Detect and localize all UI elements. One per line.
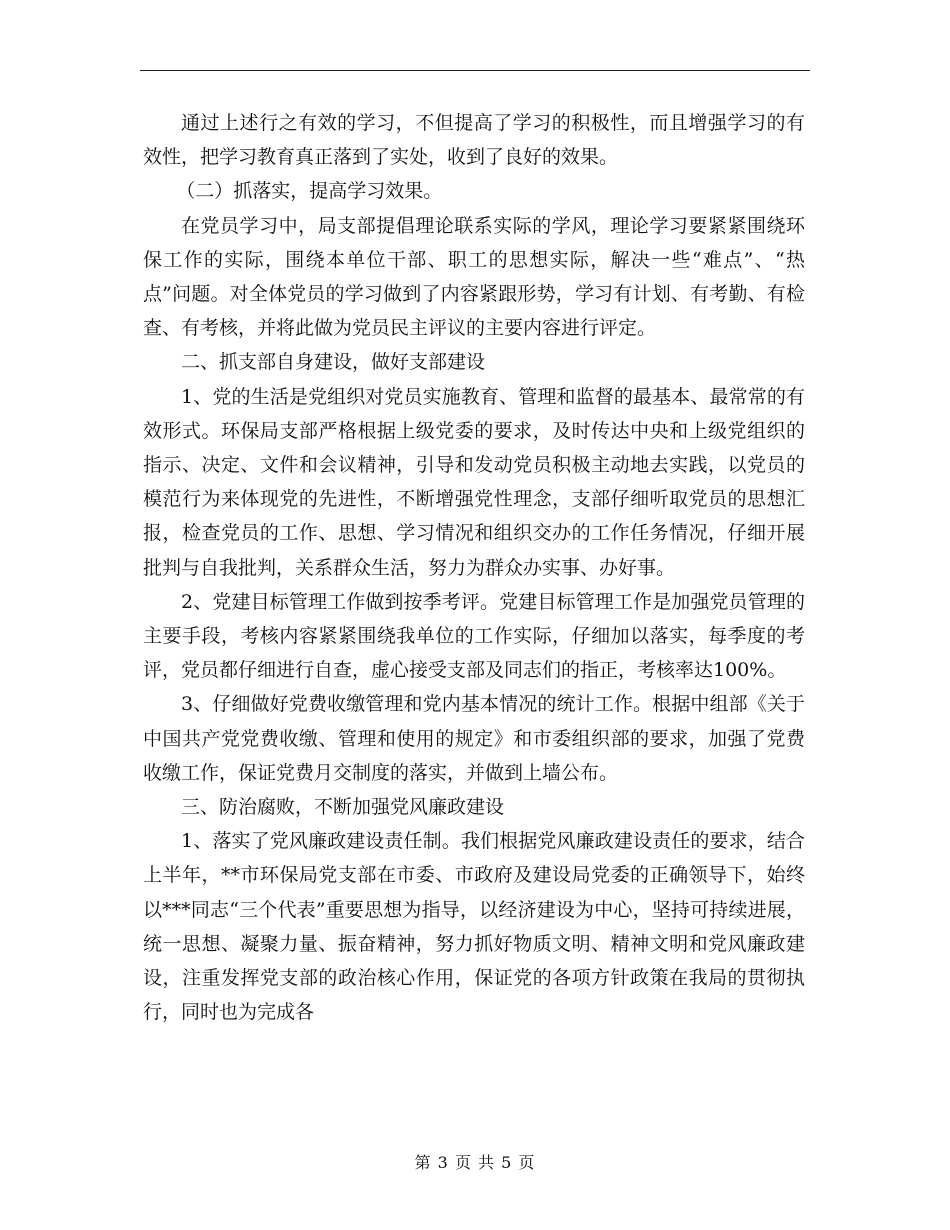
total-page-count: 5 [501, 1153, 513, 1172]
current-page-number: 3 [437, 1153, 449, 1172]
paragraph: 1、落实了党风廉政建设责任制。我们根据党风廉政建设责任的要求，结合上半年，**市环保局党支部在市委、市政府及建设局党委的正确领导下，始终以***同志“三个代表”重要思想为指导，以经济建设为中心，坚持可持续进展，统一思想、凝聚力量、振奋精神，努力抓好物质文明、精神文明和党风廉政建设，注重发挥党支部的政治核心作用，保证党的各项方针政策在我局的贯彻执行，同时也为完成各 [143, 830, 805, 1024]
section-heading: 三、防治腐败，不断加强党风廉政建设 [181, 796, 505, 819]
paragraph: 2、党建目标管理工作做到按季考评。党建目标管理工作是加强党员管理的主要手段，考核内容紧紧围绕我单位的工作实际，仔细加以落实，每季度的考评，党员都仔细进行自查，虚心接受支部及同志们的指正，考核率达100%。 [143, 590, 805, 682]
section-heading: 二、抓支部自身建设，做好支部建设 [181, 351, 486, 374]
page-footer [0, 1150, 950, 1173]
paragraph: 通过上述行之有效的学习，不但提高了学习的积极性，而且增强学习的有效性，把学习教育真正落到了实处，收到了良好的效果。 [143, 112, 805, 169]
footer-prefix: 第 [414, 1153, 432, 1172]
header-rule [140, 70, 810, 71]
footer-suffix: 页 [518, 1153, 536, 1172]
paragraph: 3、仔细做好党费收缴管理和党内基本情况的统计工作。根据中组部《关于中国共产党党费收缴、管理和使用的规定》和市委组织部的要求，加强了党费收缴工作，保证党费月交制度的落实，并做到上墙公布。 [143, 693, 805, 784]
footer-middle: 页 共 [454, 1153, 496, 1172]
body-text [143, 106, 805, 1029]
subheading: （二）抓落实，提高学习效果。 [176, 180, 443, 203]
paragraph: 在党员学习中，局支部提倡理论联系实际的学风，理论学习要紧紧围绕环保工作的实际，围绕本单位干部、职工的思想实际，解决一些“难点”、“热点”问题。对全体党员的学习做到了内容紧跟形势，学习有计划、有考勤、有检查、有考核，并将此做为党员民主评议的主要内容进行评定。 [143, 214, 805, 340]
paragraph: 1、党的生活是党组织对党员实施教育、管理和监督的最基本、最常常的有效形式。环保局支部严格根据上级党委的要求，及时传达中央和上级党组织的指示、决定、文件和会议精神，引导和发动党员积极主动地去实践，以党员的模范行为来体现党的先进性，不断增强党性理念，支部仔细听取党员的思想汇报，检查党员的工作、思想、学习情况和组织交办的工作任务情况，仔细开展批判与自我批判，关系群众生活，努力为群众办实事、办好事。 [143, 385, 805, 579]
